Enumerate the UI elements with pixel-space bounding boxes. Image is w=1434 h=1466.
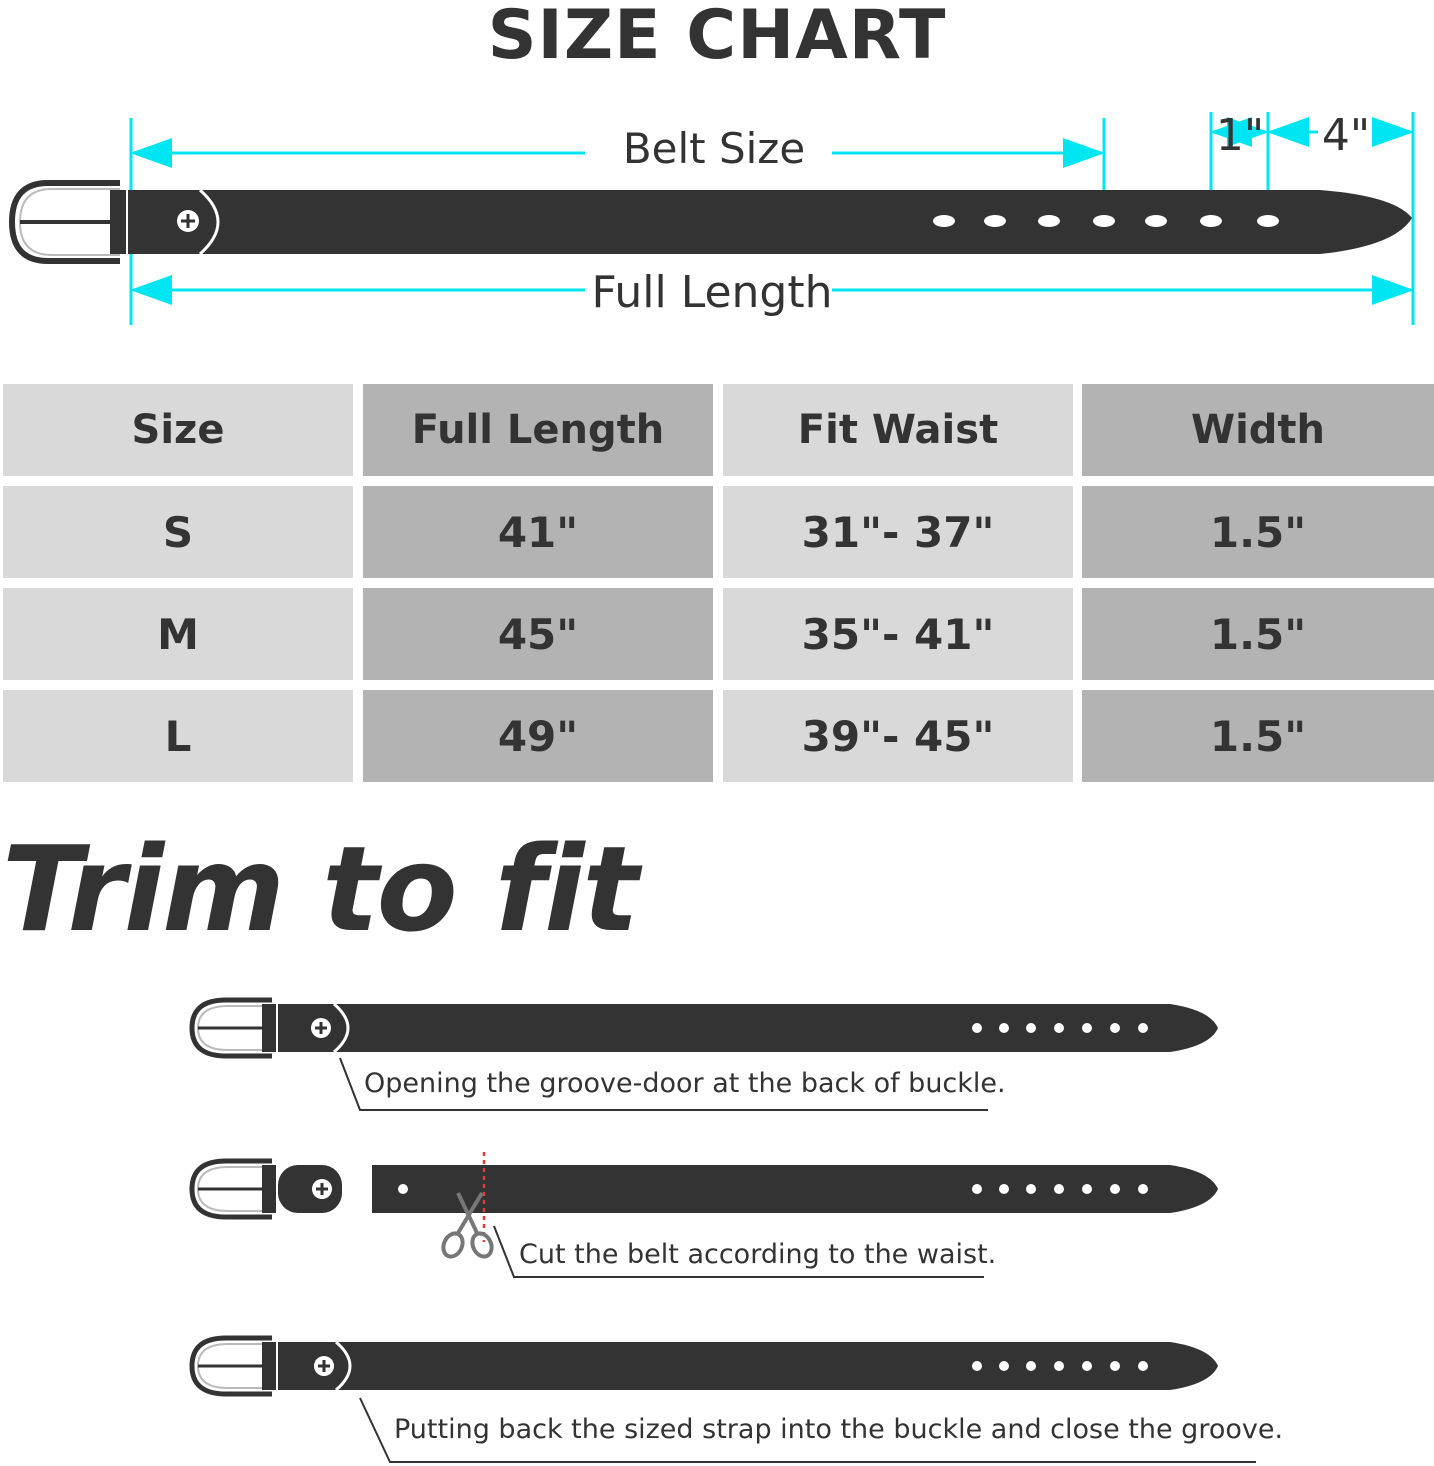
trim-heading: Trim to fit: [2, 820, 637, 958]
cell-size: L: [3, 690, 353, 782]
screw-icon: [177, 210, 199, 232]
step-3-caption: Putting back the sized strap into the buckle and close the groove.: [394, 1414, 1284, 1445]
hole-spacing-label: 1": [1215, 110, 1265, 161]
step-2-belt: [192, 1161, 1218, 1217]
buckle-icon: [12, 183, 126, 261]
header-size: Size: [3, 384, 353, 476]
full-length-label: Full Length: [591, 267, 833, 318]
table-header-row: [0, 384, 1434, 476]
belt-size-label: Belt Size: [622, 124, 806, 173]
header-width: Width: [1082, 384, 1434, 476]
cell-fit-waist: 31"- 37": [723, 486, 1073, 578]
trim-steps-diagram: [0, 980, 1434, 1466]
step-2-caption: Cut the belt according to the waist.: [519, 1239, 997, 1270]
cell-fit-waist: 39"- 45": [723, 690, 1073, 782]
cell-full-length: 49": [363, 690, 713, 782]
cell-full-length: 45": [363, 588, 713, 680]
cell-width: 1.5": [1082, 486, 1434, 578]
tip-length-label: 4": [1321, 110, 1371, 161]
table-row: [0, 588, 1434, 680]
table-row: [0, 690, 1434, 782]
header-fit-waist: Fit Waist: [723, 384, 1073, 476]
step-3-belt: [192, 1338, 1218, 1394]
step-1-caption: Opening the groove-door at the back of buckle.: [364, 1068, 1006, 1099]
cell-width: 1.5": [1082, 588, 1434, 680]
header-full-length: Full Length: [363, 384, 713, 476]
page-title: SIZE CHART: [487, 0, 947, 75]
cell-full-length: 41": [363, 486, 713, 578]
cell-fit-waist: 35"- 41": [723, 588, 1073, 680]
step-1-belt: [192, 1000, 1218, 1056]
cell-size: M: [3, 588, 353, 680]
cell-size: S: [3, 486, 353, 578]
belt-size-diagram: [0, 0, 1434, 380]
cell-width: 1.5": [1082, 690, 1434, 782]
table-row: [0, 486, 1434, 578]
